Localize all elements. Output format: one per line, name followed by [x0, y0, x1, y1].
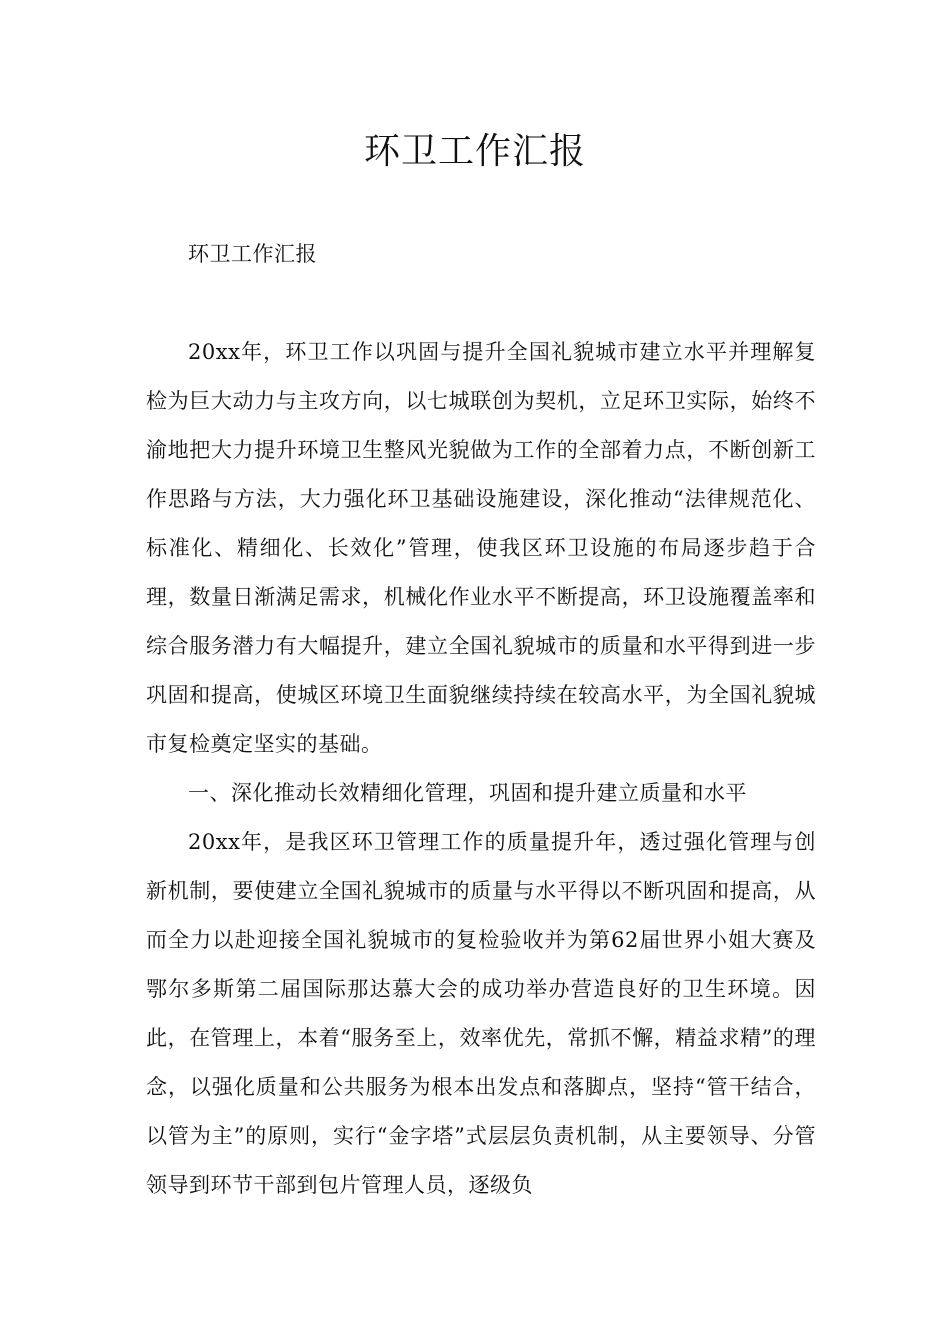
paragraph-subtitle: 环卫工作汇报	[188, 242, 317, 266]
paragraph-section-one: 20xx年，是我区环卫管理工作的质量提升年，透过强化管理与创新机制，要使建立全国礼貌城市的质量与水平得以不断巩固和提高，从而全力以赴迎接全国礼貌城市的复检验收并为第62届世界小姐大赛及鄂尔多斯第二届国际那达慕大会的成功举办营造良好的卫生环境。因此，在管理上，本着“服务至上，效率优先，常抓不懈，精益求精”的理念，以强化质量和公共服务为根本出发点和落脚点，坚持“管干结合，以管为主”的原则，实行“金字塔”式层层负责机制，从主要领导、分管领导到环节干部到包片管理人员，逐级负	[146, 830, 816, 1197]
document-body	[146, 230, 816, 1210]
paragraph-intro: 20xx年，环卫工作以巩固与提升全国礼貌城市建立水平并理解复检为巨大动力与主攻方向，以七城联创为契机，立足环卫实际，始终不渝地把大力提升环境卫生整风光貌做为工作的全部着力点，不断创新工作思路与方法，大力强化环卫基础设施建设，深化推动“法律规范化、标准化、精细化、长效化”管理，使我区环卫设施的布局逐步趋于合理，数量日渐满足需求，机械化作业水平不断提高，环卫设施覆盖率和综合服务潜力有大幅提升，建立全国礼貌城市的质量和水平得到进一步巩固和提高，使城区环境卫生面貌继续持续在较高水平，为全国礼貌城市复检奠定坚实的基础。	[146, 340, 816, 756]
section-heading: 一、深化推动长效精细化管理，巩固和提升建立质量和水平	[188, 781, 747, 805]
document-title: 环卫工作汇报	[363, 131, 586, 172]
